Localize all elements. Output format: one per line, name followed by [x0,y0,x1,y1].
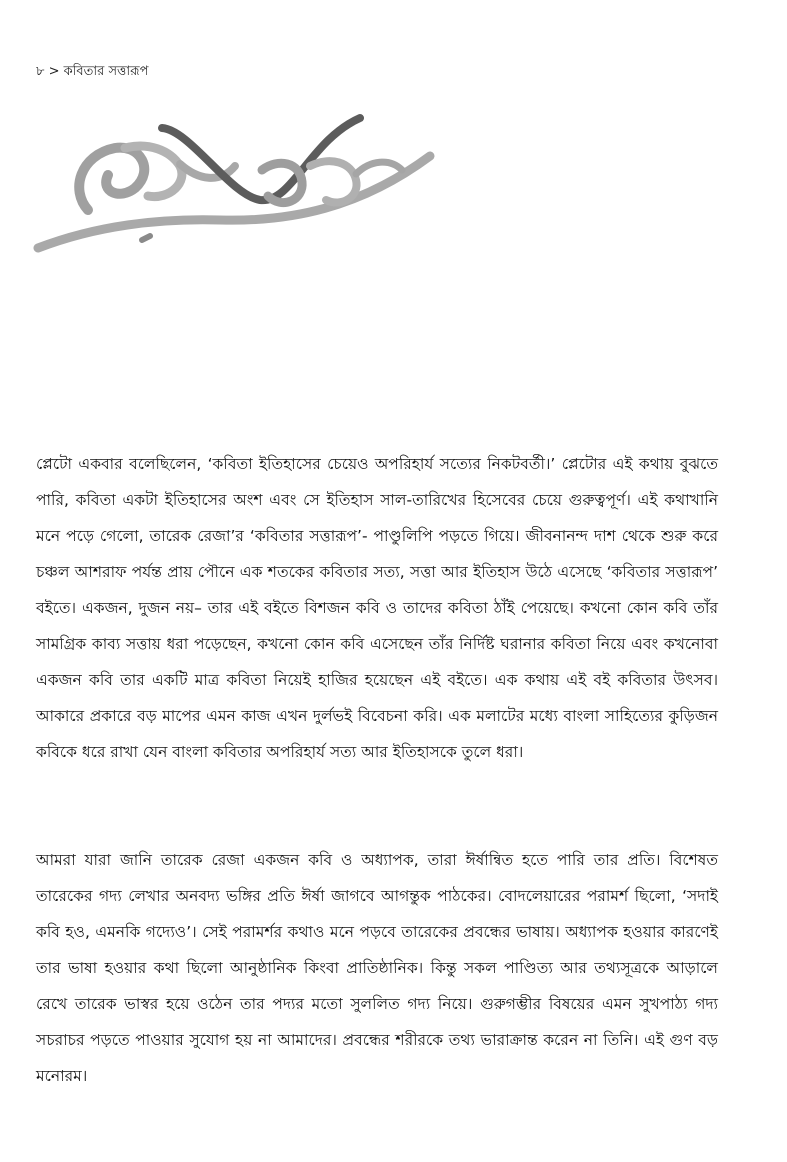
title-calligraphy [30,100,450,270]
title-dot [142,236,150,240]
running-head: ৮ > কবিতার সত্তারূপ [36,64,149,79]
title-letter-1 [79,148,144,210]
body-paragraph-2: আমরা যারা জানি তারেক রেজা একজন কবি ও অধ্যাপক, তারা ঈর্ষান্বিত হতে পারি তার প্রতি। বিশেষত তারেকের গদ্য লেখার অনবদ্য ভঙ্গির প্রতি ঈর্ষা জাগবে আগন্তুক পাঠকের। বোদলেয়ারের পরামর্শ ছিলো, ‘সদাই কবি হও, এমনকি গদ্যেও’। সেই পরামর্শর কথাও মনে পড়বে তারেকের প্রবন্ধের ভাষায়। অধ্যাপক হওয়ার কারণেই তার ভাষা হওয়ার কথা ছিলো আনুষ্ঠানিক কিংবা প্রাতিষ্ঠানিক। কিন্তু সকল পাণ্ডিত্য আর তথ্যসূত্রকে আড়ালে রেখে তারেক ভাস্বর হয়ে ওঠেন তার পদ্যর মতো সুললিত গদ্য নিয়ে। গুরুগম্ভীর বিষয়ের এমন সুখপাঠ্য গদ্য সচরাচর পড়তে পাওয়ার সুযোগ হয় না আমাদের। প্রবন্ধের শরীরকে তথ্য ভারাক্রান্ত করেন না তিনি। এই গুণ বড় মনোরম। [36,851,718,1085]
title-letter-6 [356,162,402,174]
title-letter-5 [310,161,357,202]
body-paragraph-1: প্লেটো একবার বলেছিলেন, ‘কবিতা ইতিহাসের চেয়েও অপরিহার্য সত্যের নিকটবর্তী।’ প্লেটোর এই কথায় বুঝতে পারি, কবিতা একটা ইতিহাসের অংশ এবং সে ইতিহাস সাল-তারিখের হিসেবের চেয়ে গুরুত্বপূর্ণ। এই কথাখানি মনে পড়ে গেলো, তারেক রেজা’র ‘কবিতার সত্তারূপ’- পাণ্ডুলিপি পড়তে গিয়ে। জীবনানন্দ দাশ থেকে শুরু করে চঞ্চল আশরাফ পর্যন্ত প্রায় পৌনে এক শতকের কবিতার সত্য, সত্তা আর ইতিহাস উঠে এসেছে ‘কবিতার সত্তারূপ’ বইতে। একজন, দুজন নয়– তার এই বইতে বিশজন কবি ও তাদের কবিতা ঠাঁই পেয়েছে। কখনো কোন কবি তাঁর সামগ্রিক কাব্য সত্তায় ধরা পড়েছেন, কখনো কোন কবি এসেছেন তাঁর নির্দিষ্ট ঘরানার কবিতা নিয়ে এবং কখনোবা একজন কবি তার একটি মাত্র কবিতা নিয়েই হাজির হয়েছেন এই বইতে। এক কথায় এই বই কবিতার উৎসব। আকারে প্রকারে বড় মাপের এমন কাজ এখন দুর্লভই বিবেচনা করি। এক মলাটের মধ্যে বাংলা সাহিত্যের কুড়িজন কবিকে ধরে রাখা যেন বাংলা কবিতার অপরিহার্য সত্য আর ইতিহাসকে তুলে ধরা। [36,455,718,761]
